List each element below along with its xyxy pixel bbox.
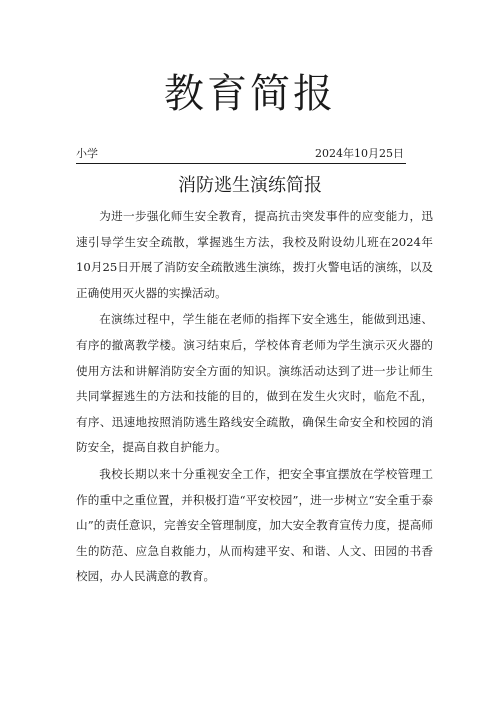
article-paragraph: 在演练过程中，学生能在老师的指挥下安全逃生，能做到迅速、有序的撤离教学楼。演习结束后，学校体育老师为学生演示灭火器的使用方法和讲解消防安全方面的知识。演练活动达到了进一步让师生共同掌握逃生的方法和技能的目的，做到在发生火灾时，临危不乱，有序、迅速地按照消防逃生路线安全疏散，确保生命安全和校园的消防安全，提高自救自护能力。 [76, 312, 433, 455]
issue-info-line [76, 147, 406, 164]
article-paragraph: 我校长期以来十分重视安全工作，把安全事宜摆放在学校管理工作的重中之重位置，并积极打造“平安校园”，进一步树立“安全重于泰山”的责任意识，完善安全管理制度，加大安全教育宣传力度，提高师生的防范、应急自救能力，从而构建平安、和谐、人文、田园的书香校园，办人民满意的教育。 [76, 466, 433, 584]
issue-date: 2024年10月25日 [315, 147, 404, 160]
newsletter-masthead: 教育简报 [164, 71, 336, 117]
article-title: 消防逃生演练简报 [178, 175, 322, 196]
article-body [76, 204, 433, 591]
school-name: 小学 [76, 147, 98, 160]
article-paragraph: 为进一步强化师生安全教育，提高抗击突发事件的应变能力，迅速引导学生安全疏散，掌握逃生方法，我校及附设幼儿班在2024年10月25日开展了消防安全疏散逃生演练，拨打火警电话的演练，以及正确使用灭火器的实操活动。 [76, 209, 433, 300]
